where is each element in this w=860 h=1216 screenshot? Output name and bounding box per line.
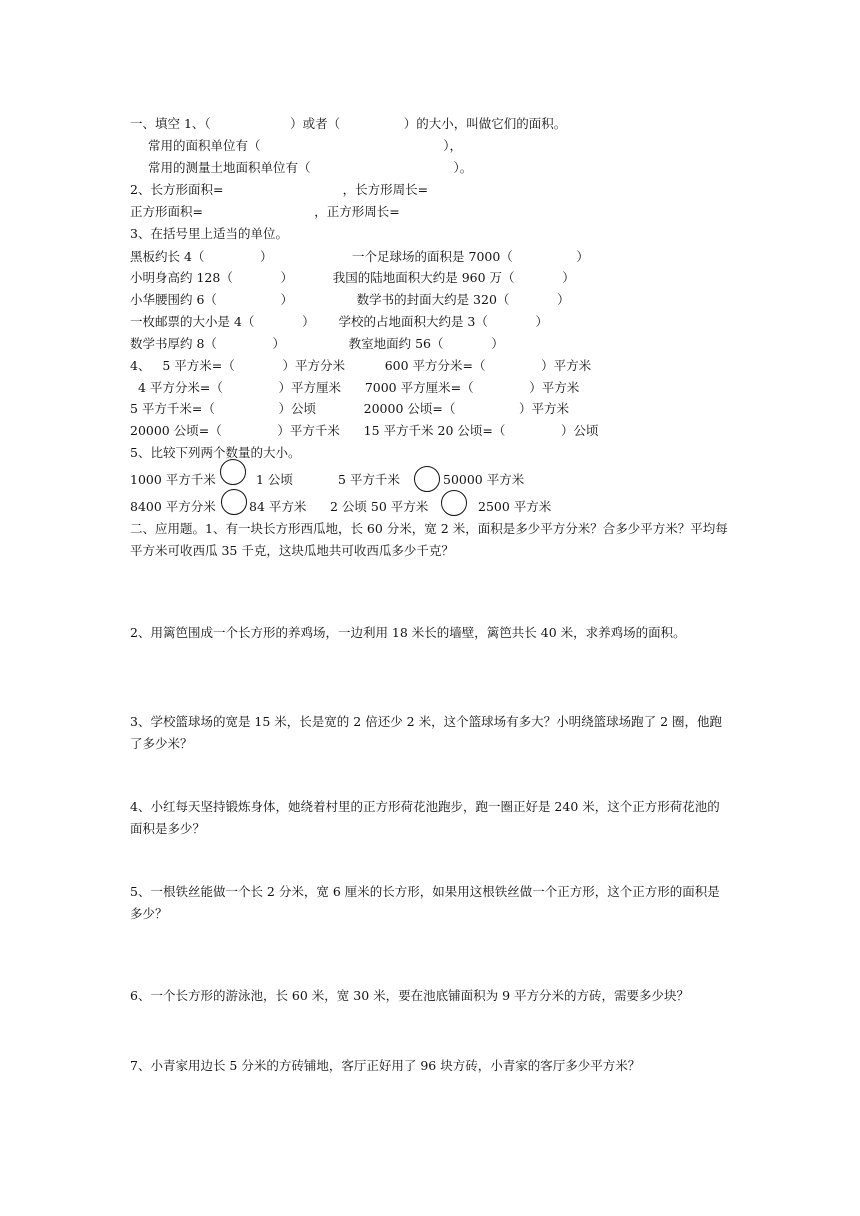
application-problem-3: 3、学校篮球场的宽是 15 米，长是宽的 2 倍还少 2 米，这个篮球场有多大？小明绕篮球场跑了 2 圈，他跑了多少米？	[130, 714, 723, 751]
application-problem-1: 二、应用题。1、有一块长方形西瓜地，长 60 分米，宽 2 米，面积是多少平方分米？合多少平方米？平均每平方米可收西瓜 35 千克，这块瓜地共可收西瓜多少千克？	[130, 521, 728, 558]
application-problem-2: 2、用篱笆围成一个长方形的养鸡场，一边利用 18 米长的墙壁，篱笆共长 40 米，求养鸡场的面积。	[130, 625, 686, 640]
conversion-line: 20000 公顷=（ ）平方千米 15 平方千米 20 公顷=（ ）公顷	[130, 423, 599, 438]
fill-blank-heading: 一、填空 1、（ ）或者（ ）的大小，叫做它们的面积。	[130, 116, 567, 131]
compare-circle-blank[interactable]	[220, 459, 246, 485]
compare-right-2: 50000 平方米	[443, 472, 525, 487]
application-problem-4: 4、小红每天坚持锻炼身体，她绕着村里的正方形荷花池跑步，跑一圈正好是 240 米，这个正方形荷花池的面积是多少？	[130, 799, 720, 836]
rectangle-formula-line: 2、长方形面积= ，长方形周长=	[130, 182, 429, 197]
compare-right-3: 84 平方米	[249, 499, 307, 514]
compare-right-4: 2500 平方米	[478, 499, 552, 514]
area-units-line: 常用的面积单位有（ ），	[148, 138, 463, 153]
conversion-line: 4、 5 平方米=（ ）平方分米 600 平方分米=（ ）平方米	[130, 358, 592, 373]
application-problem-5: 5、一根铁丝能做一个长 2 分米，宽 6 厘米的长方形，如果用这根铁丝做一个正方形，这个正方形的面积是多少？	[130, 884, 720, 921]
compare-left-1: 1000 平方千米	[130, 472, 216, 487]
square-formula-line: 正方形面积= ，正方形周长=	[130, 204, 400, 219]
units-question-heading: 3、在括号里上适当的单位。	[130, 226, 288, 241]
unit-item-line: 黑板约长 4（ ） 一个足球场的面积是 7000（ ）	[130, 249, 589, 264]
compare-left-3: 8400 平方分米	[130, 499, 216, 514]
application-problem-6: 6、一个长方形的游泳池，长 60 米，宽 30 米，要在池底铺面积为 9 平方分米的方砖，需要多少块？	[130, 988, 690, 1003]
compare-heading: 5、比较下列两个数量的大小。	[130, 445, 301, 460]
compare-left-4: 2 公顷 50 平方米	[330, 499, 429, 514]
compare-circle-blank[interactable]	[414, 466, 440, 492]
unit-item-line: 小明身高约 128（ ） 我国的陆地面积大约是 960 万（ ）	[130, 270, 575, 285]
unit-item-line: 数学书厚约 8（ ） 教室地面约 56（ ）	[130, 336, 504, 351]
application-problem-7: 7、小青家用边长 5 分米的方砖铺地，客厅正好用了 96 块方砖，小青家的客厅多少平方米？	[130, 1058, 641, 1073]
compare-circle-blank[interactable]	[441, 490, 467, 516]
compare-circle-blank[interactable]	[221, 489, 247, 515]
unit-item-line: 小华腰围约 6（ ） 数学书的封面大约是 320（ ）	[130, 292, 570, 307]
land-units-line: 常用的测量土地面积单位有（ ）。	[148, 160, 473, 175]
compare-left-2: 5 平方千米	[338, 472, 400, 487]
conversion-line: 4 平方分米=（ ）平方厘米 7000 平方厘米=（ ）平方米	[130, 380, 580, 395]
conversion-line: 5 平方千米=（ ）公顷 20000 公顷=（ ）平方米	[130, 401, 569, 416]
unit-item-line: 一枚邮票的大小是 4（ ） 学校的占地面积大约是 3（ ）	[130, 314, 549, 329]
compare-right-1: 1 公顷	[256, 472, 293, 487]
